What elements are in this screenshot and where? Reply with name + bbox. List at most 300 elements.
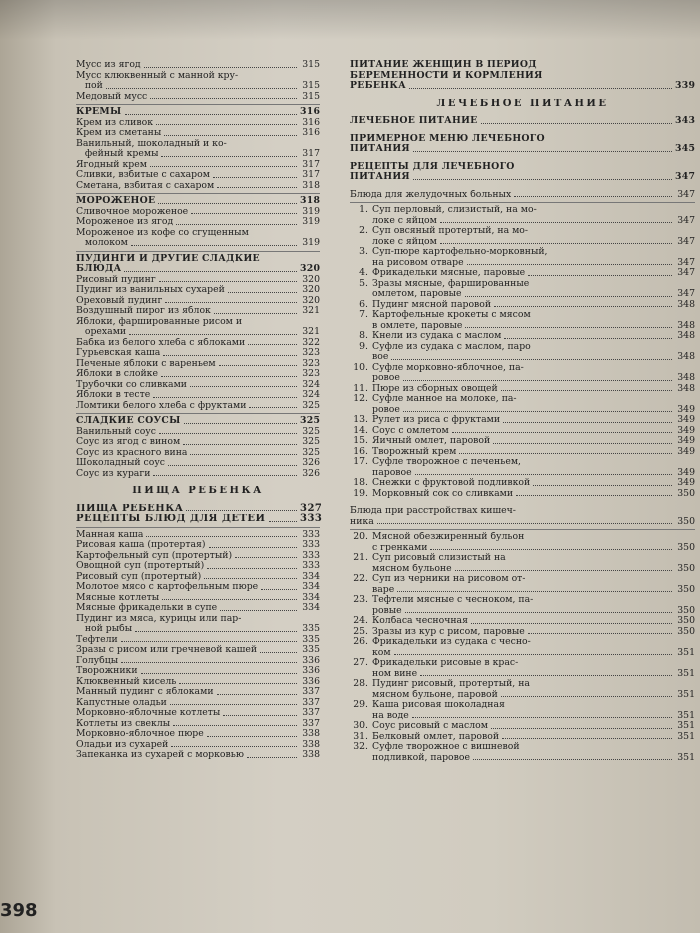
dot-leader xyxy=(394,654,672,655)
toc-entry xyxy=(350,247,695,258)
entry-number: 27. xyxy=(353,657,368,668)
entry-title: Суп рисовый слизистый на xyxy=(372,553,506,563)
entry-page-number: 316 xyxy=(300,106,321,117)
toc-entry xyxy=(76,624,320,635)
toc-entry xyxy=(76,228,320,239)
toc-entry xyxy=(76,698,320,709)
entry-number: 15. xyxy=(353,435,368,446)
page-shadow xyxy=(0,0,700,40)
toc-heading xyxy=(76,107,320,118)
toc-entry xyxy=(76,561,320,572)
entry-title: Мороженое из ягод xyxy=(76,217,174,227)
entry-number: 21. xyxy=(353,552,368,563)
entry-number: 17. xyxy=(353,456,368,467)
entry-page-number: 348 xyxy=(677,372,695,383)
entry-title: Зразы из кур с рисом, паровые xyxy=(372,626,525,637)
entry-title: Ломтики белого хлеба с фруктами xyxy=(76,400,247,411)
toc-heading xyxy=(76,196,320,207)
dot-leader xyxy=(209,547,298,548)
toc-entry xyxy=(76,71,320,82)
entry-page-number: 333 xyxy=(300,513,323,524)
entry-page-number: 319 xyxy=(302,237,320,248)
dot-leader xyxy=(153,397,297,398)
toc-entry xyxy=(350,415,695,426)
entry-title: Мясные котлеты xyxy=(76,592,160,603)
toc-entry xyxy=(350,436,695,447)
entry-title: Суфле морковно-яблочное, па- xyxy=(372,362,524,373)
dot-leader xyxy=(403,411,672,412)
entry-title: Капустные оладьи xyxy=(76,697,167,708)
dot-leader xyxy=(159,433,297,434)
dot-leader xyxy=(159,281,297,282)
entry-page-number: 322 xyxy=(302,336,320,348)
entry-title: Белковый омлет, паровой xyxy=(372,731,500,742)
spacer xyxy=(350,155,695,162)
toc-entry xyxy=(76,359,320,370)
toc-heading xyxy=(350,81,695,92)
dot-leader xyxy=(459,453,672,454)
dot-leader xyxy=(502,738,672,739)
entry-title: варе xyxy=(372,584,395,595)
toc-heading xyxy=(350,144,695,155)
entry-number: 9. xyxy=(359,340,368,352)
toc-entry xyxy=(76,60,320,71)
entry-title: ПУДИНГИ И ДРУГИЕ СЛАДКИЕ xyxy=(76,253,260,264)
dot-leader xyxy=(170,704,297,705)
entry-number: 23. xyxy=(353,594,368,605)
entry-number: 32. xyxy=(353,741,368,752)
toc-entry xyxy=(350,627,695,638)
entry-page-number: 326 xyxy=(302,457,320,468)
toc-entry xyxy=(350,468,695,479)
entry-title: Творожники xyxy=(76,666,138,676)
toc-entry xyxy=(76,81,320,92)
entry-title: ной рыбы xyxy=(76,624,133,634)
dot-leader xyxy=(186,510,297,511)
entry-title: Крем из сметаны xyxy=(76,128,162,138)
dot-leader xyxy=(235,557,297,558)
entry-page-number: 323 xyxy=(302,368,320,379)
dot-leader xyxy=(405,612,672,613)
toc-entry xyxy=(350,457,695,468)
entry-number: 19. xyxy=(353,487,368,499)
dot-leader xyxy=(412,717,672,718)
entry-title: Фрикадельки рисовые в крас- xyxy=(372,658,519,668)
toc-entry xyxy=(76,750,320,761)
toc-heading xyxy=(76,502,323,515)
dot-leader xyxy=(217,694,297,695)
dot-leader xyxy=(156,124,297,125)
section-divider xyxy=(76,193,320,194)
entry-page-number: 351 xyxy=(677,667,695,679)
dot-leader xyxy=(501,696,672,697)
toc-entry xyxy=(350,690,695,701)
toc-entry xyxy=(350,679,695,690)
toc-entry xyxy=(350,648,695,659)
entry-page-number: 338 xyxy=(302,738,320,750)
entry-number: 20. xyxy=(353,531,368,542)
toc-entry xyxy=(350,517,695,528)
toc-heading xyxy=(76,513,323,525)
entry-page-number: 338 xyxy=(302,728,320,739)
entry-title: Рулет из риса с фруктами xyxy=(372,415,501,425)
entry-title: Суфле творожное с вишневой xyxy=(372,742,520,752)
entry-page-number: 350 xyxy=(677,541,695,553)
spacer xyxy=(350,183,695,190)
entry-page-number: 319 xyxy=(302,216,320,227)
dot-leader xyxy=(420,675,672,676)
entry-number: 3. xyxy=(359,246,368,257)
entry-page-number: 350 xyxy=(677,562,695,574)
toc-entry xyxy=(350,732,695,743)
entry-title: Пудинг из мяса, курицы или пар- xyxy=(76,613,242,624)
entry-title: Суфле творожное с печеньем, xyxy=(372,457,522,467)
entry-title: пой xyxy=(76,81,103,91)
section-title xyxy=(76,486,320,497)
entry-title: мясном бульоне xyxy=(372,563,452,574)
toc-entry xyxy=(350,585,695,596)
toc-entry xyxy=(76,551,320,562)
section-divider xyxy=(76,413,320,414)
entry-title: Суфле манное на молоке, па- xyxy=(372,394,517,404)
entry-page-number: 325 xyxy=(300,415,321,426)
dot-leader xyxy=(261,589,297,590)
entry-page-number: 327 xyxy=(300,502,323,514)
entry-page-number: 347 xyxy=(677,267,695,278)
toc-heading xyxy=(350,116,695,127)
entry-title: Колбаса чесночная xyxy=(372,616,468,626)
entry-title: Ореховый пудинг xyxy=(76,295,163,306)
entry-number: 11. xyxy=(353,382,368,394)
entry-page-number: 324 xyxy=(302,389,320,400)
toc-entry xyxy=(76,118,320,129)
dot-leader xyxy=(207,736,297,737)
toc-entry xyxy=(76,338,320,349)
entry-page-number: 337 xyxy=(302,707,320,718)
entry-number: 29. xyxy=(353,699,368,710)
dot-leader xyxy=(391,359,672,360)
entry-page-number: 316 xyxy=(302,127,320,138)
toc-entry xyxy=(76,306,320,317)
toc-entry xyxy=(76,238,320,249)
section-divider xyxy=(76,104,320,105)
entry-page-number: 318 xyxy=(302,179,320,191)
entry-title: Манная каша xyxy=(76,529,144,540)
entry-page-number: 349 xyxy=(677,466,695,478)
entry-title: Блюда для желудочных больных xyxy=(350,189,512,200)
dot-leader xyxy=(129,334,297,335)
entry-title: подливкой, паровое xyxy=(372,752,470,763)
dot-leader xyxy=(223,715,297,716)
toc-entry xyxy=(350,711,695,722)
entry-title: Фрикадельки из судака с чесно- xyxy=(372,637,531,647)
dot-leader xyxy=(228,292,297,293)
toc-entry xyxy=(350,564,695,575)
dot-leader xyxy=(430,549,672,550)
toc-heading xyxy=(350,162,695,173)
entry-page-number: 333 xyxy=(302,549,320,561)
dot-leader xyxy=(516,495,672,496)
dot-leader xyxy=(413,151,672,152)
entry-title: Яблоки в слойке xyxy=(76,369,158,379)
entry-page-number: 343 xyxy=(675,115,696,126)
entry-title: Суп перловый, слизистый, на мо- xyxy=(372,205,537,215)
entry-page-number: 325 xyxy=(302,446,320,458)
toc-entry xyxy=(76,729,320,740)
entry-page-number: 347 xyxy=(677,235,695,247)
entry-title: Клюквенный кисель xyxy=(76,676,177,687)
entry-page-number: 349 xyxy=(677,445,695,457)
toc-heading xyxy=(76,416,320,427)
entry-title: СЛАДКИЕ СОУСЫ xyxy=(76,416,181,426)
toc-entry xyxy=(350,658,695,669)
toc-entry xyxy=(76,380,320,391)
toc-entry xyxy=(76,369,320,380)
toc-entry xyxy=(350,300,695,311)
entry-page-number: 335 xyxy=(302,623,320,634)
dot-leader xyxy=(260,652,297,653)
dot-leader xyxy=(504,338,672,339)
toc-entry xyxy=(350,394,695,405)
entry-title: Соус из кураги xyxy=(76,468,151,479)
entry-title: Яичный омлет, паровой xyxy=(372,436,491,446)
entry-title: ПИЩА РЕБЕНКА xyxy=(76,503,184,514)
entry-page-number: 326 xyxy=(302,467,320,479)
entry-title: Тефтели мясные с чесноком, па- xyxy=(372,595,534,605)
dot-leader xyxy=(179,683,297,684)
toc-entry xyxy=(350,384,695,395)
toc-entry xyxy=(76,327,320,338)
dot-leader xyxy=(269,521,297,522)
entry-page-number: 350 xyxy=(677,615,695,626)
entry-title: Рисовая каша (протертая) xyxy=(76,540,206,550)
entry-page-number: 337 xyxy=(302,696,320,708)
entry-page-number: 351 xyxy=(677,709,695,721)
spacer xyxy=(76,479,320,486)
toc-entry xyxy=(350,700,695,711)
entry-page-number: 350 xyxy=(677,625,695,637)
entry-title: Печеные яблоки с вареньем xyxy=(76,358,216,369)
dot-leader xyxy=(503,422,672,423)
entry-page-number: 347 xyxy=(677,188,695,200)
entry-title: Суфле из судака с маслом, паро xyxy=(372,341,531,352)
toc-entry xyxy=(76,687,320,698)
entry-title: РЕЦЕПТЫ БЛЮД ДЛЯ ДЕТЕЙ xyxy=(76,514,266,524)
entry-title: РЕЦЕПТЫ ДЛЯ ЛЕЧЕБНОГО xyxy=(350,161,515,172)
entry-page-number: 334 xyxy=(302,591,320,603)
toc-heading xyxy=(350,71,695,82)
toc-entry xyxy=(76,437,320,448)
entry-number: 4. xyxy=(359,267,368,278)
entry-page-number: 350 xyxy=(677,515,695,527)
toc-entry xyxy=(76,149,320,160)
dot-leader xyxy=(204,578,297,579)
dot-leader xyxy=(528,275,672,276)
entry-title: Бабка из белого хлеба с яблоками xyxy=(76,337,246,348)
entry-title: Тефтели xyxy=(76,634,118,645)
entry-number: 25. xyxy=(353,625,368,637)
entry-number: 1. xyxy=(359,204,368,215)
entry-title: ПИТАНИЕ ЖЕНЩИН В ПЕРИОД xyxy=(350,60,537,70)
entry-page-number: 351 xyxy=(677,688,695,700)
toc-entry xyxy=(76,181,320,192)
entry-title: Морковный сок со сливками xyxy=(372,488,514,499)
dot-leader xyxy=(213,177,297,178)
spacer xyxy=(350,499,695,506)
dot-leader xyxy=(190,386,297,387)
entry-page-number: 333 xyxy=(302,539,320,550)
entry-title: орехами xyxy=(76,327,127,337)
entry-title: Творожный крем xyxy=(372,446,457,457)
entry-title: БЕРЕМЕННОСТИ И КОРМЛЕНИЯ xyxy=(350,70,543,81)
dot-leader xyxy=(158,203,297,204)
entry-title: ровые xyxy=(372,605,402,616)
toc-entry xyxy=(350,616,695,627)
toc-entry xyxy=(76,708,320,719)
dot-leader xyxy=(220,610,297,611)
toc-entry xyxy=(76,207,320,218)
dot-leader xyxy=(135,631,297,632)
entry-page-number: 351 xyxy=(677,751,695,763)
toc-entry xyxy=(76,317,320,328)
entry-title: Яблоки в тесте xyxy=(76,390,151,400)
entry-page-number: 325 xyxy=(302,399,320,411)
entry-page-number: 350 xyxy=(677,604,695,616)
toc-entry xyxy=(350,352,695,363)
entry-title: ПИТАНИЯ xyxy=(350,144,410,154)
dot-leader xyxy=(214,313,297,314)
entry-title: Соус рисовый с маслом xyxy=(372,721,488,731)
toc-entry xyxy=(350,321,695,332)
dot-leader xyxy=(248,344,297,345)
toc-entry xyxy=(76,458,320,469)
entry-page-number: 349 xyxy=(677,435,695,446)
entry-title: Сливки, взбитые с сахаром xyxy=(76,170,210,180)
dot-leader xyxy=(164,135,297,136)
entry-page-number: 345 xyxy=(675,143,696,154)
entry-page-number: 349 xyxy=(677,424,695,436)
dot-leader xyxy=(168,465,297,466)
entry-title: Рисовый суп (протертый) xyxy=(76,571,202,582)
entry-page-number: 335 xyxy=(302,633,320,645)
entry-page-number: 351 xyxy=(677,720,695,731)
dot-leader xyxy=(217,187,297,188)
section-divider xyxy=(76,527,320,528)
dot-leader xyxy=(191,213,297,214)
entry-title: Трубочки со сливками xyxy=(76,379,188,390)
entry-title: на рисовом отваре xyxy=(372,257,464,268)
entry-page-number: 333 xyxy=(302,560,320,571)
toc-entry xyxy=(350,506,695,517)
dot-leader xyxy=(415,474,672,475)
entry-page-number: 320 xyxy=(300,263,321,274)
toc-entry xyxy=(76,427,320,438)
dot-leader xyxy=(165,302,297,303)
toc-entry xyxy=(76,603,320,614)
dot-leader xyxy=(467,264,672,265)
entry-page-number: 336 xyxy=(302,675,320,687)
entry-title: Соус из ягод с вином xyxy=(76,437,181,447)
toc-entry xyxy=(76,296,320,307)
entry-page-number: 348 xyxy=(677,298,695,310)
section-divider xyxy=(350,202,695,203)
entry-page-number: 324 xyxy=(302,378,320,390)
dot-leader xyxy=(440,222,672,223)
entry-title: мясном бульоне, паровой xyxy=(372,689,498,700)
entry-title: Мусс из ягод xyxy=(76,60,141,70)
entry-page-number: 315 xyxy=(302,80,320,91)
dot-leader xyxy=(452,432,672,433)
entry-page-number: 351 xyxy=(677,730,695,742)
section-title xyxy=(350,99,695,110)
entry-title: Пудинг мясной паровой xyxy=(372,299,492,310)
entry-title: фейный кремы xyxy=(76,149,159,159)
entry-title: Овощной суп (протертый) xyxy=(76,561,205,571)
toc-entry xyxy=(76,677,320,688)
toc-entry xyxy=(76,390,320,401)
entry-title: в омлете, паровые xyxy=(372,320,463,331)
dot-leader xyxy=(176,224,297,225)
dot-leader xyxy=(465,296,672,297)
entry-page-number: 348 xyxy=(677,351,695,362)
entry-title: Молотое мясо с картофельным пюре xyxy=(76,582,259,592)
entry-title: Мясные фрикадельки в супе xyxy=(76,603,218,613)
entry-page-number: 323 xyxy=(302,357,320,369)
toc-entry xyxy=(350,331,695,342)
entry-page-number: 315 xyxy=(302,90,320,102)
toc-entry xyxy=(350,543,695,554)
entry-number: 22. xyxy=(353,573,368,584)
entry-title: с гренками xyxy=(372,542,428,553)
entry-title: Гурьевская каша xyxy=(76,348,161,358)
toc-entry xyxy=(350,205,695,216)
entry-page-number: 348 xyxy=(677,382,695,394)
entry-title: Котлеты из свеклы xyxy=(76,718,171,729)
toc-entry xyxy=(76,217,320,228)
entry-title: Мороженое из кофе со сгущенным xyxy=(76,227,249,238)
toc-entry xyxy=(350,190,695,201)
toc-entry xyxy=(350,373,695,384)
entry-number: 31. xyxy=(353,730,368,742)
toc-entry xyxy=(76,275,320,286)
toc-entry xyxy=(76,666,320,677)
entry-page-number: 315 xyxy=(302,59,320,70)
entry-page-number: 349 xyxy=(677,477,695,488)
entry-title: омлетом, паровые xyxy=(372,289,462,299)
spacer xyxy=(350,127,695,134)
entry-title: молоком xyxy=(76,238,128,248)
entry-page-number: 318 xyxy=(300,195,321,206)
toc-entry xyxy=(76,645,320,656)
entry-page-number: 334 xyxy=(302,570,320,582)
entry-title: Крем из сливок xyxy=(76,117,154,128)
entry-page-number: 350 xyxy=(677,583,695,595)
entry-page-number: 317 xyxy=(302,169,320,180)
toc-entry xyxy=(350,310,695,321)
entry-page-number: 321 xyxy=(302,326,320,337)
toc-entry xyxy=(350,532,695,543)
toc-entry xyxy=(350,268,695,279)
entry-number: 8. xyxy=(359,330,368,341)
entry-title: Каша рисовая шоколадная xyxy=(372,700,505,710)
dot-leader xyxy=(141,673,297,674)
contents-left-column xyxy=(76,59,323,761)
entry-title: Сливочное мороженое xyxy=(76,206,189,217)
entry-title: РЕБЕНКА xyxy=(350,81,407,91)
section-title-text: ЛЕЧЕБНОЕ ПИТАНИЕ xyxy=(436,98,609,109)
entry-title: Запеканка из сухарей с морковью xyxy=(76,750,244,760)
toc-entry xyxy=(76,582,320,593)
